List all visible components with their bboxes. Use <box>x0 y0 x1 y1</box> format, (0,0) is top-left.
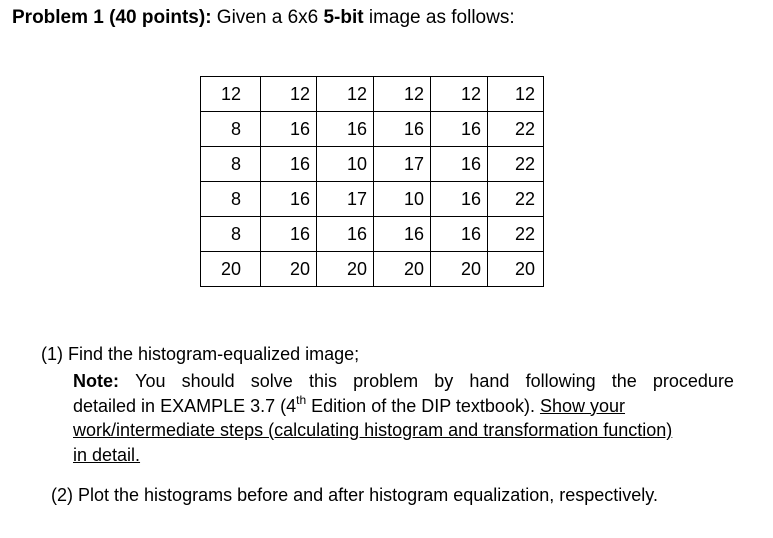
note-line-2-underlined: Show your <box>539 395 626 416</box>
image-matrix-table <box>200 76 544 287</box>
matrix-cell: 16 <box>374 112 431 147</box>
note-word: should <box>181 371 235 391</box>
note-line-2-text-b: Edition of the DIP textbook). <box>306 395 540 416</box>
matrix-cell: 16 <box>431 217 488 252</box>
question-1-label: (1) Find the histogram-equalized image; <box>41 344 360 364</box>
matrix-row <box>201 147 544 182</box>
note-label: Note: <box>73 371 119 391</box>
question-1-note <box>73 369 734 467</box>
note-line-2 <box>73 394 734 419</box>
note-word: You <box>135 371 166 391</box>
note-line-2-text-a: detailed in EXAMPLE 3.7 (4 <box>73 395 297 416</box>
note-word: this <box>308 371 337 391</box>
problem-heading-bold: Problem 1 (40 points): <box>12 7 212 28</box>
problem-heading-text-b: image as follows: <box>363 7 515 28</box>
matrix-cell: 20 <box>374 252 431 287</box>
matrix-cell: 17 <box>317 182 374 217</box>
matrix-row <box>201 252 544 287</box>
matrix-cell: 12 <box>431 77 488 112</box>
matrix-cell: 16 <box>431 147 488 182</box>
matrix-cell: 16 <box>261 112 317 147</box>
note-word: problem <box>353 371 419 391</box>
matrix-cell: 22 <box>488 217 544 252</box>
matrix-row <box>201 112 544 147</box>
matrix-cell: 16 <box>261 182 317 217</box>
matrix-row <box>201 182 544 217</box>
matrix-cell: 16 <box>261 147 317 182</box>
image-matrix-body <box>201 77 544 287</box>
matrix-cell: 8 <box>201 217 261 252</box>
matrix-cell: 20 <box>317 252 374 287</box>
matrix-cell: 8 <box>201 182 261 217</box>
matrix-cell: 20 <box>431 252 488 287</box>
matrix-cell: 22 <box>488 147 544 182</box>
note-word: solve <box>250 371 293 391</box>
matrix-cell: 8 <box>201 147 261 182</box>
note-word: hand <box>469 371 510 391</box>
note-line-3: work/intermediate steps (calculating histogram and transformation function) <box>73 420 673 440</box>
matrix-cell: 20 <box>201 252 261 287</box>
matrix-cell: 16 <box>374 217 431 252</box>
note-word: by <box>434 371 454 391</box>
problem-heading <box>12 7 515 29</box>
matrix-cell: 12 <box>374 77 431 112</box>
matrix-cell: 12 <box>261 77 317 112</box>
matrix-cell: 20 <box>261 252 317 287</box>
matrix-cell: 10 <box>374 182 431 217</box>
matrix-cell: 16 <box>317 217 374 252</box>
note-line-2-superscript: th <box>296 392 307 407</box>
matrix-cell: 16 <box>261 217 317 252</box>
question-2-label: (2) Plot the histograms before and after histogram equalization, respectively. <box>51 485 658 505</box>
matrix-cell: 16 <box>317 112 374 147</box>
matrix-cell: 16 <box>431 112 488 147</box>
note-line-4: in detail. <box>73 444 141 465</box>
matrix-cell: 8 <box>201 112 261 147</box>
matrix-cell: 17 <box>374 147 431 182</box>
matrix-row <box>201 77 544 112</box>
matrix-cell: 10 <box>317 147 374 182</box>
problem-heading-bits: 5-bit <box>323 7 364 28</box>
matrix-row <box>201 217 544 252</box>
matrix-cell: 12 <box>201 77 261 112</box>
note-word: procedure <box>652 371 734 391</box>
matrix-cell: 16 <box>431 182 488 217</box>
matrix-cell: 20 <box>488 252 544 287</box>
problem-heading-text-a: Given a 6x6 <box>211 7 324 28</box>
matrix-cell: 22 <box>488 182 544 217</box>
matrix-cell: 22 <box>488 112 544 147</box>
matrix-cell: 12 <box>317 77 374 112</box>
note-line-1 <box>73 369 734 394</box>
matrix-cell: 12 <box>488 77 544 112</box>
note-word: the <box>611 371 637 391</box>
note-word: following <box>525 371 596 391</box>
